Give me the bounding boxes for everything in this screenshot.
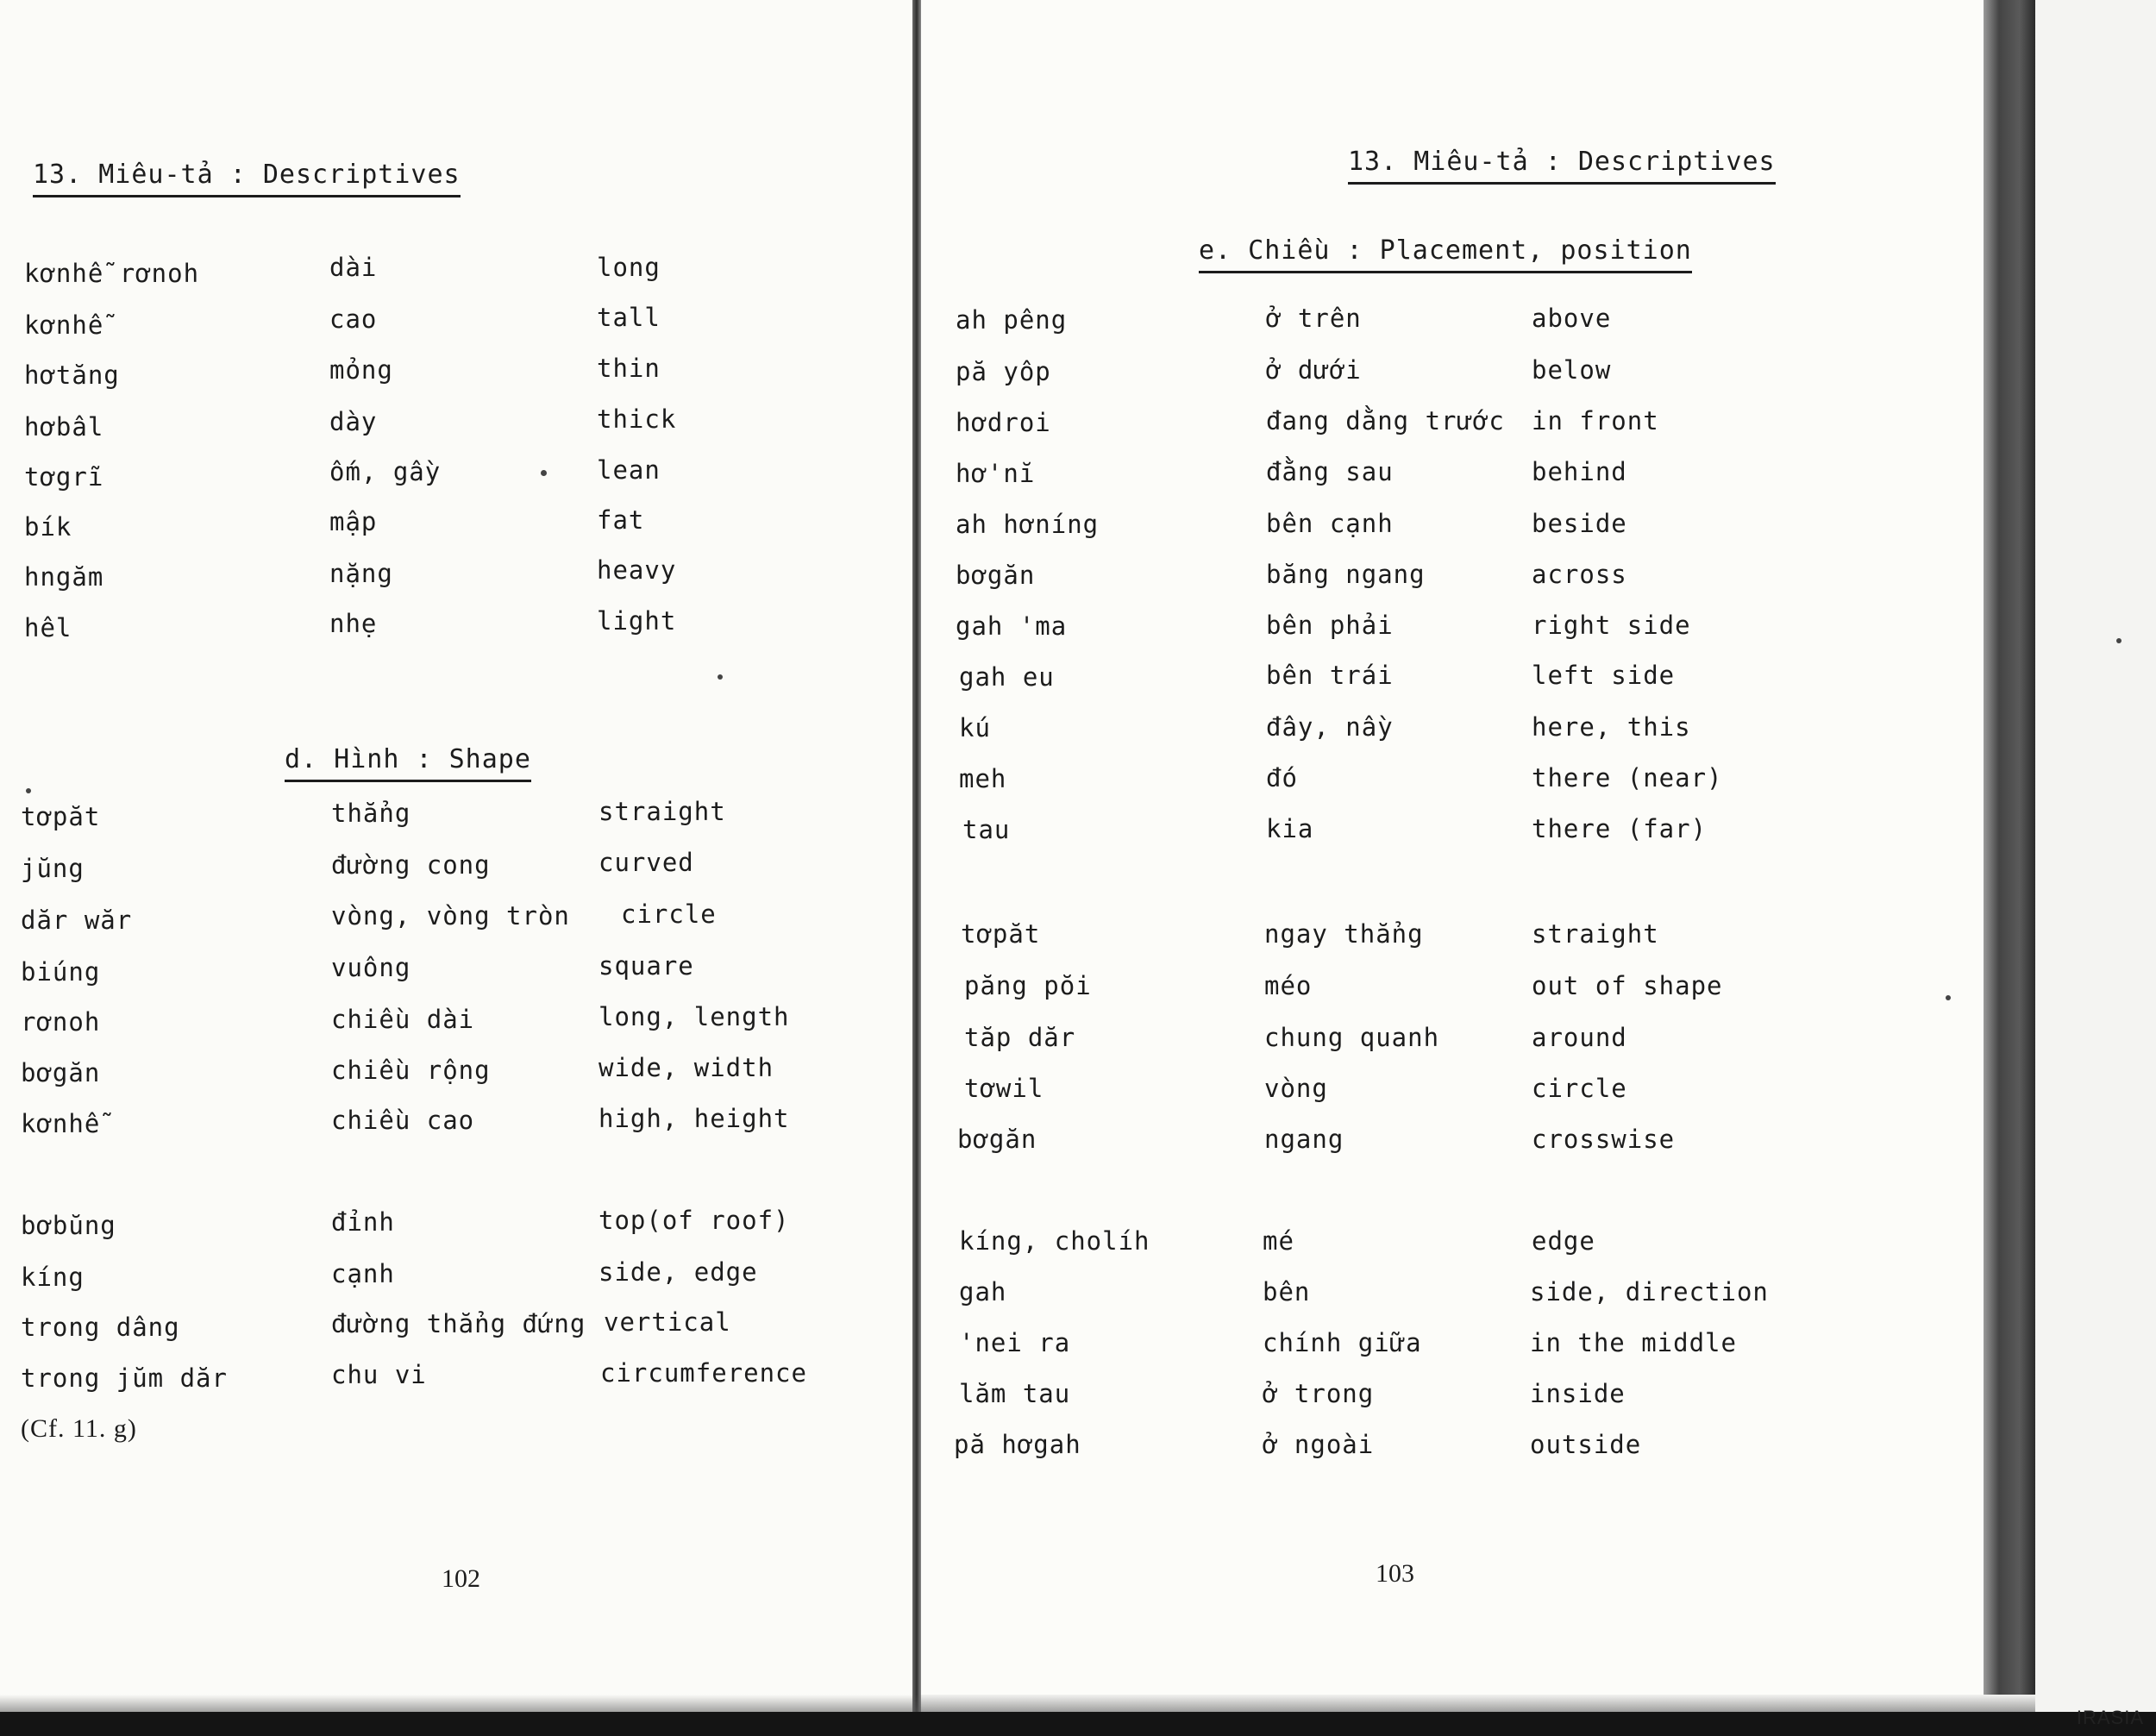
vocab-term: hơtăng	[24, 360, 120, 390]
vocab-vietnamese: chiều dài	[331, 1005, 475, 1034]
vocab-english: tall	[597, 303, 661, 332]
vocab-term: tơpăt	[21, 802, 101, 831]
scan-margin	[2035, 0, 2156, 1712]
vocab-vietnamese: đó	[1266, 763, 1298, 793]
vocab-term: bơgăn	[956, 561, 1036, 590]
vocab-english: in front	[1532, 406, 1659, 436]
vocab-vietnamese: ở dưới	[1266, 355, 1362, 385]
vocab-english: long, length	[599, 1002, 790, 1031]
vocab-english: side, edge	[599, 1257, 758, 1287]
section-heading-shape: d. Hình : Shape	[285, 744, 531, 782]
vocab-vietnamese: thẳng	[331, 799, 411, 828]
vocab-vietnamese: vòng, vòng tròn	[331, 901, 570, 931]
vocab-term: kơnhễ rơnoh	[24, 259, 200, 288]
vocab-term: hơdroi	[956, 408, 1051, 437]
vocab-english: long	[597, 253, 661, 282]
scan-page-edge	[1984, 0, 2035, 1695]
vocab-vietnamese: bên	[1263, 1277, 1311, 1307]
vocab-vietnamese: méo	[1264, 971, 1313, 1000]
watermark-label: IRASIA	[2076, 1707, 2144, 1728]
ink-speck	[541, 470, 547, 476]
vocab-english: inside	[1530, 1379, 1626, 1408]
vocab-term: păng pŏi	[964, 971, 1092, 1000]
vocab-term: kíng	[21, 1263, 85, 1292]
vocab-term: kơnhễ	[24, 310, 104, 340]
vocab-term: lăm tau	[959, 1379, 1071, 1408]
vocab-english: wide, width	[599, 1053, 774, 1082]
vocab-term: gah eu	[959, 662, 1055, 692]
vocab-english: high, height	[599, 1104, 790, 1133]
vocab-term: 'nei ra	[959, 1328, 1071, 1357]
vocab-english: right side	[1532, 611, 1691, 640]
vocab-term: tau	[962, 815, 1011, 844]
vocab-vietnamese: chung quanh	[1264, 1023, 1440, 1052]
vocab-term: ah pêng	[956, 305, 1068, 335]
vocab-english: across	[1532, 560, 1627, 589]
vocab-vietnamese: băng ngang	[1266, 560, 1426, 589]
book-spine	[912, 0, 921, 1712]
vocab-vietnamese: bên trái	[1266, 661, 1394, 690]
vocab-term: bơgăn	[21, 1058, 101, 1087]
vocab-term: hêl	[24, 613, 72, 642]
vocab-term: tơgrĩ	[24, 462, 104, 492]
vocab-english: there (near)	[1532, 763, 1723, 793]
vocab-english: straight	[1532, 919, 1659, 949]
right-page	[921, 0, 1990, 1695]
vocab-term: bík	[24, 512, 72, 542]
vocab-vietnamese: cạnh	[331, 1259, 395, 1288]
vocab-vietnamese: bên cạnh	[1266, 509, 1394, 538]
scan-shadow	[0, 1695, 2035, 1712]
vocab-english: circle	[621, 899, 717, 929]
page-number-left: 102	[442, 1564, 480, 1593]
vocab-term: gah 'ma	[956, 611, 1068, 641]
vocab-english: curved	[599, 848, 694, 877]
vocab-vietnamese: ở ngoài	[1263, 1430, 1375, 1459]
vocab-vietnamese: nặng	[329, 559, 393, 588]
vocab-vietnamese: đang dằng trước	[1266, 406, 1505, 436]
vocab-vietnamese: chiều cao	[331, 1106, 475, 1135]
section-heading-placement: e. Chiều : Placement, position	[1199, 235, 1692, 273]
vocab-vietnamese: chiều rộng	[331, 1056, 491, 1085]
vocab-vietnamese: dày	[329, 407, 378, 436]
vocab-english: top(of roof)	[599, 1206, 790, 1235]
vocab-english: light	[597, 606, 677, 636]
vocab-english: there (far)	[1532, 814, 1708, 843]
vocab-term: biúng	[21, 957, 101, 987]
vocab-vietnamese: mập	[329, 507, 378, 536]
left-page	[0, 0, 914, 1712]
vocab-vietnamese: đường thẳng đứng	[331, 1309, 586, 1338]
vocab-vietnamese: đây, nầy	[1266, 712, 1394, 742]
vocab-vietnamese: mé	[1263, 1226, 1294, 1256]
vocab-term: jŭng	[21, 854, 85, 883]
vocab-english: behind	[1532, 457, 1627, 486]
ink-speck	[26, 788, 31, 793]
vocab-term: hơ'nĭ	[956, 459, 1036, 488]
vocab-term: meh	[959, 764, 1007, 793]
vocab-english: out of shape	[1532, 971, 1723, 1000]
vocab-english: in the middle	[1530, 1328, 1737, 1357]
vocab-term: gah	[959, 1277, 1007, 1307]
vocab-english: here, this	[1532, 712, 1691, 742]
ink-speck	[718, 674, 723, 680]
vocab-term: kơnhễ	[21, 1109, 101, 1138]
vocab-vietnamese: nhẹ	[329, 609, 378, 638]
vocab-vietnamese: chính giữa	[1263, 1328, 1422, 1357]
vocab-term: trong jŭm dăr	[21, 1363, 228, 1393]
page-number-right: 103	[1376, 1559, 1414, 1588]
vocab-term: hngăm	[24, 562, 104, 592]
vocab-term: tơpăt	[961, 919, 1041, 949]
ink-speck	[2116, 638, 2122, 643]
vocab-term: rơnoh	[21, 1007, 101, 1037]
vocab-english: straight	[599, 797, 726, 826]
vocab-term: pă yôp	[956, 357, 1051, 386]
vocab-english: above	[1532, 304, 1612, 333]
vocab-term: tăp dăr	[964, 1023, 1076, 1052]
vocab-vietnamese: cao	[329, 304, 378, 334]
vocab-english: below	[1532, 355, 1612, 385]
vocab-vietnamese: ngang	[1264, 1125, 1344, 1154]
vocab-vietnamese: ốm, gầy	[329, 457, 442, 486]
vocab-vietnamese: đằng sau	[1266, 457, 1394, 486]
vocab-vietnamese: dài	[329, 253, 378, 282]
vocab-term: bơgăn	[957, 1125, 1037, 1154]
vocab-english: outside	[1530, 1430, 1642, 1459]
vocab-term: hơbâl	[24, 412, 104, 442]
vocab-term: pă hơgah	[954, 1430, 1081, 1459]
vocab-vietnamese: bên phải	[1266, 611, 1394, 640]
vocab-english: edge	[1532, 1226, 1595, 1256]
left-page-heading: 13. Miêu-tả : Descriptives	[33, 160, 461, 197]
vocab-vietnamese: vuông	[331, 953, 411, 982]
vocab-english: square	[599, 951, 694, 981]
vocab-english: left side	[1532, 661, 1676, 690]
vocab-vietnamese: đường cong	[331, 850, 491, 880]
vocab-vietnamese: ở trong	[1263, 1379, 1375, 1408]
scan-bottom-border	[0, 1712, 2156, 1736]
vocab-english: beside	[1532, 509, 1627, 538]
vocab-english: circle	[1532, 1074, 1627, 1103]
vocab-vietnamese: vòng	[1264, 1074, 1328, 1103]
vocab-vietnamese: chu vi	[331, 1360, 427, 1389]
cross-reference-note: (Cf. 11. g)	[21, 1414, 137, 1443]
vocab-vietnamese: đỉnh	[331, 1207, 395, 1237]
vocab-term: dăr wăr	[21, 906, 133, 935]
vocab-term: kú	[959, 713, 991, 743]
vocab-english: vertical	[604, 1307, 731, 1337]
vocab-english: lean	[597, 455, 661, 485]
vocab-term: trong dâng	[21, 1313, 180, 1342]
vocab-term: tơwil	[964, 1074, 1044, 1103]
vocab-english: thin	[597, 354, 661, 383]
vocab-term: bơbŭng	[21, 1211, 116, 1240]
vocab-vietnamese: ngay thẳng	[1264, 919, 1424, 949]
vocab-vietnamese: ở trên	[1266, 304, 1362, 333]
vocab-english: thick	[597, 404, 677, 434]
vocab-term: ah hơníng	[956, 510, 1100, 539]
vocab-english: side, direction	[1530, 1277, 1769, 1307]
vocab-english: fat	[597, 505, 645, 535]
vocab-english: circumference	[600, 1358, 807, 1388]
vocab-english: crosswise	[1532, 1125, 1676, 1154]
vocab-english: around	[1532, 1023, 1627, 1052]
vocab-english: heavy	[597, 555, 677, 585]
ink-speck	[1946, 995, 1951, 1000]
vocab-vietnamese: mỏng	[329, 355, 393, 385]
vocab-term: kíng, cholíh	[959, 1226, 1150, 1256]
vocab-vietnamese: kia	[1266, 814, 1314, 843]
right-page-heading: 13. Miêu-tả : Descriptives	[1348, 147, 1776, 185]
